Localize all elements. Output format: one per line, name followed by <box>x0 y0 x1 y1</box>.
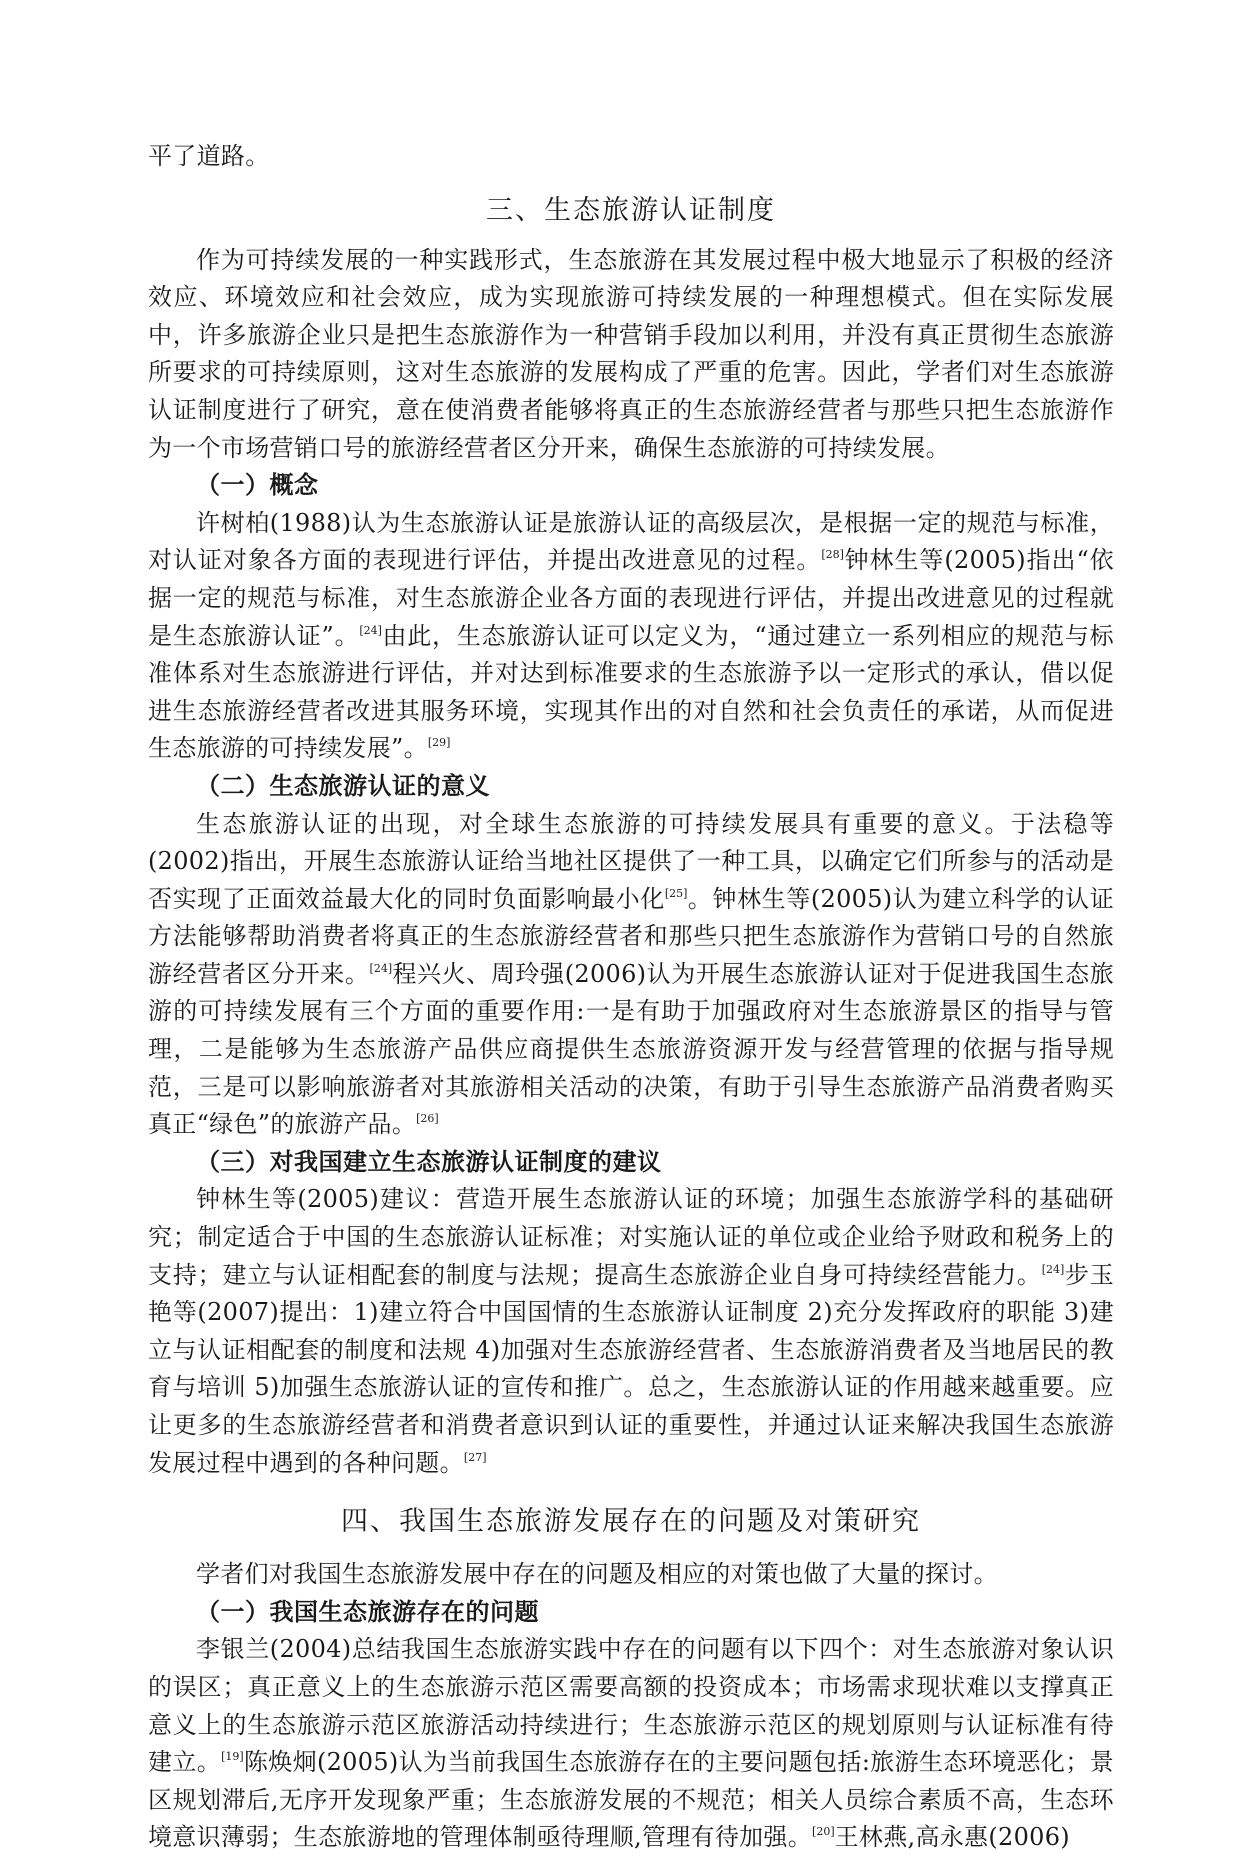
section-4-intro-text: 学者们对我国生态旅游发展中存在的问题及相应的对策也做了大量的探讨。 <box>196 1560 998 1589</box>
section-3-sub1-paragraph <box>148 505 1114 768</box>
section-4-title: 四、我国生态旅游发展存在的问题及对策研究 <box>341 1506 921 1538</box>
section-3-sub1-heading: （一）概念 <box>196 471 319 500</box>
paragraph-text: 由此，生态旅游认证可以定义为，“通过建立一系列相应的规范与标准体系对生态旅游进行评估，并对达到标准要求的生态旅游予以一定形式的承认，借以促进生态旅游经营者改进其服务环境，实现其作出的对自然和社会负责任的承诺，从而促进生态旅游的可持续发展”。 <box>148 621 1114 763</box>
citation-ref: [24] <box>369 961 393 975</box>
citation-ref: [25] <box>664 886 688 900</box>
paragraph-text: 钟林生等(2005)指出“依据一定的规范与标准，对生态旅游企业各方面的表现进行评估，并提出改进意见的过程就是生态旅游认证”。 <box>148 546 1114 650</box>
paragraph-text: 钟林生等(2005)建议：营造开展生态旅游认证的环境；加强生态旅游学科的基础研究；制定适合于中国的生态旅游认证标准；对实施认证的单位或企业给予财政和税务上的支持；建立与认证相配套的制度与法规；提高生态旅游企业自身可持续经营能力。 <box>148 1185 1114 1289</box>
paragraph-text: 生态旅游认证的出现，对全球生态旅游的可持续发展具有重要的意义。于法稳等(2002)指出，开展生态旅游认证给当地社区提供了一种工具，以确定它们所参与的活动是否实现了正面效益最大化的同时负面影响最小化 <box>148 809 1114 913</box>
paragraph-text: 李银兰(2004)总结我国生态旅游实践中存在的问题有以下四个：对生态旅游对象认识的误区；真正意义上的生态旅游示范区需要高额的投资成本；市场需求现状难以支撑真正意义上的生态旅游示范区旅游活动持续进行；生态旅游示范区的规划原则与认证标准有待建立。 <box>148 1635 1114 1777</box>
citation-ref: [29] <box>427 736 451 750</box>
paragraph-text: 。钟林生等(2005)认为建立科学的认证方法能够帮助消费者将真正的生态旅游经营者和那些只把生态旅游作为营销口号的自然旅游经营者区分开来。 <box>148 884 1114 988</box>
document-page <box>148 138 1114 1857</box>
section-4-sub1-paragraph <box>148 1631 1114 1857</box>
section-3-sub2-heading: （二）生态旅游认证的意义 <box>196 771 490 800</box>
section-3-sub2-paragraph <box>148 806 1114 1144</box>
citation-ref: [28] <box>821 548 844 562</box>
section-3-sub3-paragraph <box>148 1181 1114 1482</box>
citation-ref: [26] <box>416 1112 439 1126</box>
section-3-intro-paragraph <box>148 242 1114 468</box>
citation-ref: [27] <box>463 1450 487 1464</box>
lead-in-paragraph <box>148 138 1114 176</box>
paragraph-text: 王林燕,高永惠(2006) <box>834 1823 1070 1852</box>
paragraph-text: 陈焕炯(2005)认为当前我国生态旅游存在的主要问题包括:旅游生态环境恶化；景区规划滞后,无序开发现象严重；生态旅游发展的不规范；相关人员综合素质不高，生态环境意识薄弱；生态旅游地的管理体制亟待理顺,管理有待加强。 <box>148 1748 1114 1852</box>
citation-ref: [24] <box>359 623 382 637</box>
paragraph-text: 许树柏(1988)认为生态旅游认证是旅游认证的高级层次，是根据一定的规范与标准，对认证对象各方面的表现进行评估，并提出改进意见的过程。 <box>148 508 1114 575</box>
section-4-sub1-heading: （一）我国生态旅游存在的问题 <box>196 1597 539 1626</box>
lead-in-text: 平了道路。 <box>148 142 270 170</box>
section-3-intro-text: 作为可持续发展的一种实践形式，生态旅游在其发展过程中极大地显示了积极的经济效应、环境效应和社会效应，成为实现旅游可持续发展的一种理想模式。但在实际发展中，许多旅游企业只是把生态旅游作为一种营销手段加以利用，并没有真正贯彻生态旅游所要求的可持续原则，这对生态旅游的发展构成了严重的危害。因此，学者们对生态旅游认证制度进行了研究，意在使消费者能够将真正的生态旅游经营者与那些只把生态旅游作为一个市场营销口号的旅游经营者区分开来，确保生态旅游的可持续发展。 <box>148 245 1114 462</box>
section-3-sub3-heading: （三）对我国建立生态旅游认证制度的建议 <box>196 1147 662 1176</box>
citation-ref: [19] <box>221 1750 244 1764</box>
paragraph-text: 步玉艳等(2007)提出：1)建立符合中国国情的生态旅游认证制度 2)充分发挥政府的职能 3)建立与认证相配套的制度和法规 4)加强对生态旅游经营者、生态旅游消费者及当地居民的教育与培训 5)加强生态旅游认证的宣传和推广。总之，生态旅游认证的作用越来越重要。应让更多的生态旅游经营者和消费者意识到认证的重要性，并通过认证来解决我国生态旅游发展过程中遇到的各种问题。 <box>148 1260 1114 1477</box>
citation-ref: [24] <box>1041 1262 1065 1276</box>
section-4-intro-paragraph <box>148 1556 1114 1594</box>
paragraph-text: 程兴火、周玲强(2006)认为开展生态旅游认证对于促进我国生态旅游的可持续发展有三个方面的重要作用:一是有助于加强政府对生态旅游景区的指导与管理，二是能够为生态旅游产品供应商提供生态旅游资源开发与经营管理的依据与指导规范，三是可以影响旅游者对其旅游相关活动的决策，有助于引导生态旅游产品消费者购买真正“绿色”的旅游产品。 <box>148 959 1114 1139</box>
section-3-title: 三、生态旅游认证制度 <box>486 194 776 226</box>
citation-ref: [20] <box>812 1825 835 1839</box>
